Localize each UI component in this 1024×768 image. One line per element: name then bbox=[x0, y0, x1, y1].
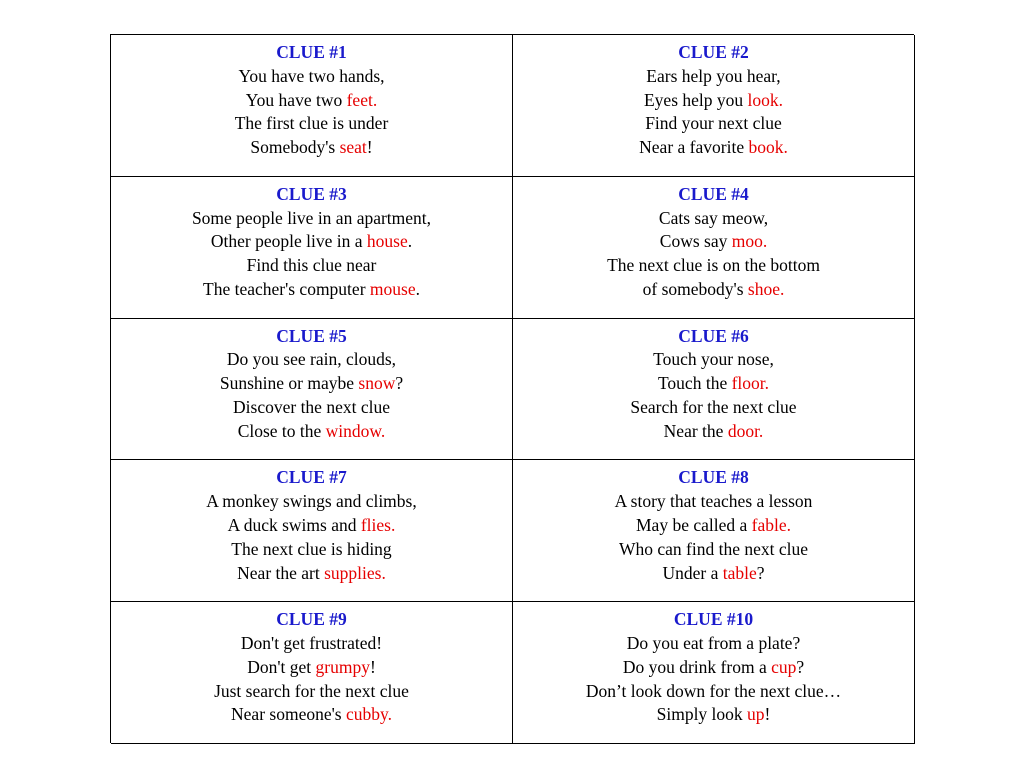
clue-title: CLUE #7 bbox=[276, 467, 347, 488]
clue-text: Near someone's bbox=[231, 704, 346, 725]
rhyme-word: look. bbox=[747, 89, 784, 110]
clue-line bbox=[627, 632, 800, 656]
clue-title: CLUE #6 bbox=[678, 325, 749, 346]
clue-line bbox=[643, 278, 785, 302]
clue-text: Under a bbox=[662, 562, 723, 583]
rhyme-word: door. bbox=[727, 420, 764, 441]
clue-text: Eyes help you bbox=[643, 89, 748, 110]
rhyme-word: snow bbox=[358, 373, 396, 394]
clue-text: Cats say meow, bbox=[658, 207, 769, 228]
clue-card bbox=[111, 177, 513, 319]
clue-card bbox=[513, 602, 915, 744]
clue-line bbox=[645, 112, 782, 136]
clue-text: Just search for the next clue bbox=[214, 680, 409, 701]
clue-text: Somebody's bbox=[250, 137, 340, 158]
clue-line bbox=[211, 230, 412, 254]
clue-line bbox=[238, 420, 386, 444]
clue-line bbox=[247, 254, 377, 278]
clue-text: Do you see rain, clouds, bbox=[226, 349, 397, 370]
clue-card bbox=[111, 319, 513, 461]
clue-text: ! bbox=[764, 704, 771, 725]
clue-card bbox=[111, 602, 513, 744]
clue-title: CLUE #3 bbox=[276, 183, 347, 204]
clue-text: Ears help you hear, bbox=[646, 65, 781, 86]
clue-card bbox=[513, 177, 915, 319]
rhyme-word: table bbox=[722, 562, 757, 583]
clue-line bbox=[250, 136, 372, 160]
clue-text: Touch your nose, bbox=[653, 349, 774, 370]
clue-line bbox=[662, 562, 764, 586]
rhyme-word: supplies. bbox=[324, 562, 386, 583]
clue-text: You have two bbox=[245, 89, 347, 110]
clue-line bbox=[214, 680, 409, 704]
clue-line bbox=[646, 65, 780, 89]
clue-line bbox=[664, 420, 764, 444]
clue-line bbox=[586, 680, 841, 704]
clue-text: The first clue is under bbox=[234, 113, 389, 134]
clue-text: Find your next clue bbox=[645, 113, 782, 134]
clue-line bbox=[227, 348, 396, 372]
clue-text: . bbox=[415, 278, 420, 299]
clue-text: You have two hands, bbox=[238, 65, 385, 86]
clue-line bbox=[233, 396, 390, 420]
rhyme-word: flies. bbox=[360, 514, 396, 535]
rhyme-word: cubby. bbox=[345, 704, 392, 725]
rhyme-word: moo. bbox=[731, 231, 768, 252]
clue-text: . bbox=[407, 231, 413, 252]
clue-line bbox=[203, 278, 420, 302]
clue-text: Near the bbox=[663, 420, 728, 441]
clue-title: CLUE #9 bbox=[276, 609, 347, 630]
clue-text: ? bbox=[756, 562, 765, 583]
clue-title: CLUE #5 bbox=[276, 325, 347, 346]
clue-card bbox=[513, 460, 915, 602]
clue-text: Simply look bbox=[656, 704, 748, 725]
clue-text: Near a favorite bbox=[639, 137, 749, 158]
clue-line bbox=[247, 656, 376, 680]
clue-text: May be called a bbox=[636, 514, 752, 535]
clue-line bbox=[231, 538, 391, 562]
clue-title: CLUE #4 bbox=[678, 183, 749, 204]
clue-line bbox=[653, 348, 774, 372]
rhyme-word: window. bbox=[325, 420, 386, 441]
clue-line bbox=[231, 703, 392, 727]
rhyme-word: mouse bbox=[369, 278, 416, 299]
clue-line bbox=[639, 136, 788, 160]
clue-line bbox=[239, 65, 385, 89]
clue-text: ! bbox=[369, 656, 376, 677]
clue-line bbox=[228, 514, 396, 538]
clue-text: Discover the next clue bbox=[233, 396, 390, 417]
clue-text: Touch the bbox=[657, 373, 732, 394]
clue-text: A monkey swings and climbs, bbox=[206, 491, 417, 512]
rhyme-word: cup bbox=[771, 656, 797, 677]
clue-title: CLUE #1 bbox=[276, 42, 347, 62]
clue-line bbox=[657, 703, 771, 727]
clue-text: The next clue is hiding bbox=[231, 538, 392, 559]
clue-card bbox=[513, 35, 915, 177]
clue-text: A story that teaches a lesson bbox=[614, 491, 813, 512]
rhyme-word: seat bbox=[339, 137, 367, 158]
clue-line bbox=[644, 89, 783, 113]
clue-line bbox=[235, 112, 389, 136]
clue-line bbox=[630, 396, 796, 420]
clue-line bbox=[192, 207, 431, 231]
clue-text: Cows say bbox=[659, 231, 732, 252]
rhyme-word: fable. bbox=[751, 514, 791, 535]
clue-text: Who can find the next clue bbox=[618, 538, 809, 559]
clue-line bbox=[636, 514, 791, 538]
clue-table bbox=[110, 34, 914, 743]
clue-line bbox=[607, 254, 820, 278]
clue-line bbox=[660, 230, 767, 254]
clue-text: Close to the bbox=[237, 420, 326, 441]
rhyme-word: up bbox=[747, 704, 765, 725]
rhyme-word: house bbox=[366, 231, 408, 252]
clue-line bbox=[615, 490, 813, 514]
rhyme-word: shoe. bbox=[747, 278, 785, 299]
clue-line bbox=[623, 656, 804, 680]
clue-text: Don't get bbox=[247, 656, 316, 677]
clue-line bbox=[220, 372, 403, 396]
clue-text: Don't get frustrated! bbox=[240, 632, 383, 653]
clue-text: of somebody's bbox=[642, 278, 748, 299]
rhyme-word: grumpy bbox=[315, 656, 370, 677]
clue-card bbox=[111, 35, 513, 177]
clue-title: CLUE #10 bbox=[673, 609, 754, 630]
clue-card bbox=[111, 460, 513, 602]
clue-text: The next clue is on the bottom bbox=[607, 255, 820, 276]
clue-text: Don’t look down for the next clue… bbox=[585, 680, 842, 701]
clue-text: The teacher's computer bbox=[203, 278, 370, 299]
clue-text: Search for the next clue bbox=[630, 396, 797, 417]
clue-text: Some people live in an apartment, bbox=[191, 207, 432, 228]
clue-text: Sunshine or maybe bbox=[219, 373, 359, 394]
clue-text: Other people live in a bbox=[210, 231, 367, 252]
clue-line bbox=[658, 372, 769, 396]
clue-text: A duck swims and bbox=[227, 514, 361, 535]
clue-text: ? bbox=[796, 656, 805, 677]
rhyme-word: floor. bbox=[731, 373, 770, 394]
clue-card bbox=[513, 319, 915, 461]
rhyme-word: book. bbox=[748, 137, 788, 158]
clue-text: ! bbox=[366, 137, 373, 158]
clue-title: CLUE #8 bbox=[678, 467, 749, 488]
clue-text: ? bbox=[395, 373, 404, 394]
clue-text: Near the art bbox=[237, 562, 325, 583]
clue-title: CLUE #2 bbox=[678, 42, 749, 62]
clue-line bbox=[206, 490, 416, 514]
clue-text: Find this clue near bbox=[246, 255, 377, 276]
clue-line bbox=[659, 207, 768, 231]
rhyme-word: feet. bbox=[346, 89, 378, 110]
clue-line bbox=[241, 632, 382, 656]
clue-line bbox=[246, 89, 377, 113]
clue-text: Do you eat from a plate? bbox=[626, 632, 801, 653]
clue-text: Do you drink from a bbox=[622, 656, 772, 677]
clue-line bbox=[237, 562, 386, 586]
clue-line bbox=[619, 538, 808, 562]
